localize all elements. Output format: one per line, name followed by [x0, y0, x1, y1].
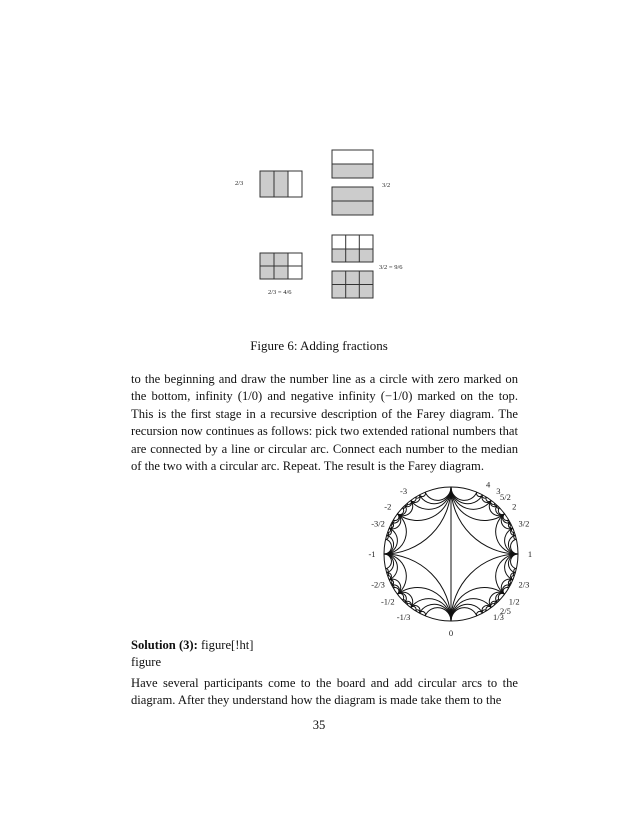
farey-label: -2/3 — [371, 579, 385, 590]
three-halves-boxes — [332, 150, 373, 215]
label-two-thirds: 2/3 — [235, 180, 244, 187]
two-thirds-box — [260, 171, 302, 197]
farey-label: 2/3 — [518, 579, 530, 590]
farey-label: 3/2 — [518, 518, 530, 529]
farey-label: 1 — [527, 549, 533, 559]
farey-diagram — [355, 470, 555, 650]
solution-figure-directive: figure[!ht] — [200, 638, 254, 652]
body-paragraph-2: Have several participants come to the board and add circular arcs to the diagram. After they understand how the diagram is made take them to the — [131, 676, 518, 708]
label-three-halves: 3/2 — [382, 182, 391, 189]
farey-arc — [498, 593, 504, 600]
figure-caption: Figure 6: Adding fractions — [250, 338, 388, 353]
farey-label: 2/5 — [500, 606, 511, 617]
solution-label: Solution (3): — [131, 638, 198, 652]
label-three-halves-eq: 3/2 = 9/6 — [379, 264, 403, 271]
farey-label: -1 — [368, 549, 376, 559]
farey-label: -3/2 — [371, 518, 385, 529]
farey-label: 5/2 — [500, 491, 511, 502]
farey-label: 0 — [448, 628, 454, 638]
farey-arc — [498, 508, 504, 515]
farey-label: -1/3 — [396, 612, 411, 623]
nine-sixths-grids — [332, 235, 373, 298]
farey-label: -2 — [384, 501, 392, 512]
solution-heading — [131, 637, 253, 654]
farey-label: 1/3 — [492, 612, 504, 623]
farey-label: 1/2 — [508, 596, 520, 607]
farey-arcs — [384, 487, 518, 621]
farey-arc — [397, 508, 403, 515]
label-two-thirds-eq: 2/3 = 4/6 — [268, 289, 292, 296]
farey-label: -1/2 — [380, 596, 395, 607]
farey-arc — [397, 593, 403, 600]
farey-label: 4 — [486, 479, 491, 490]
solution-figure-word: figure — [131, 655, 162, 669]
page-number: 35 — [312, 718, 326, 732]
farey-label: -3 — [400, 485, 408, 496]
four-sixths-grid — [260, 253, 302, 279]
farey-label: 2 — [512, 501, 517, 512]
body-paragraph-1: to the beginning and draw the number line as a circle with zero marked on the bottom, infinity (1/0) and negative infinity (−1/0) marked on the top. This is the first stage in a recursive description of the Farey diagram. The recursion now continues as follows: pick two extended rational numbers that are connected by a line or circular arc. Connect each number to the median of the two with a circular arc. Repeat. The result is the Farey diagram. — [131, 372, 518, 474]
farey-label: 3 — [496, 485, 501, 496]
adding-fractions-figure — [230, 145, 410, 305]
